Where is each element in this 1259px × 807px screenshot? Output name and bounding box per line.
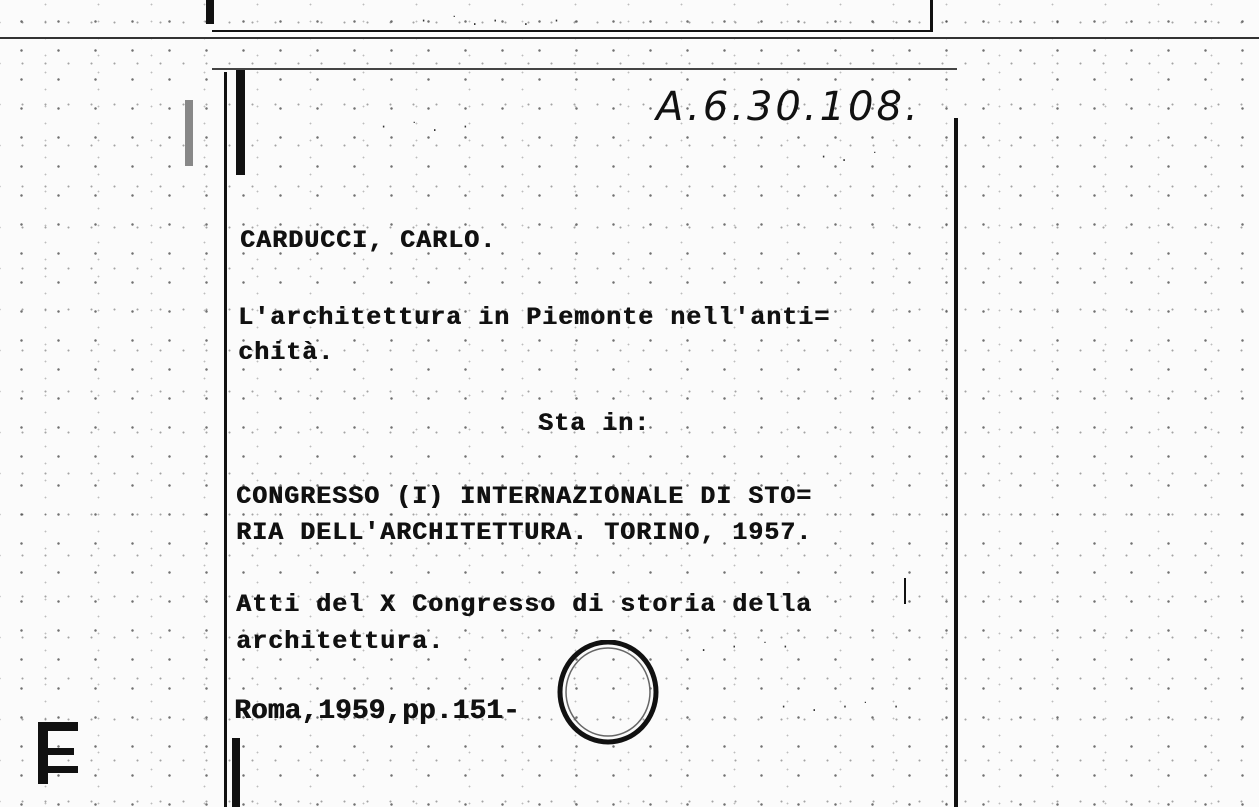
punch-mark [185,100,193,166]
card-right-edge [954,118,958,807]
previous-card-left-edge [206,0,214,24]
scan-noise: · . · ˙ · [780,700,903,714]
side-letter-mark [34,718,84,788]
previous-card-bottom-edge [212,30,932,32]
scan-noise: . · ˙ · [700,640,793,654]
side-letter-top-bar [38,722,78,731]
congress-line-2: RIA DELL'ARCHITETTURA. TORINO, 1957. [236,518,813,547]
proceedings-line-2: architettura. [236,627,445,656]
publication-info: Roma,1959,pp.151- [234,696,520,727]
author-heading: CARDUCCI, CARLO. [240,226,497,255]
work-title-line-1: L'architettura in Piemonte nell'anti= [238,303,831,332]
card-top-edge [212,68,957,70]
card-left-edge [224,72,227,807]
scan-noise: · . ˙ [820,150,882,164]
proceedings-line-1: Atti del X Congresso di storia della [236,590,813,619]
call-number: A.6.30.108. [656,84,921,130]
sta-in-label: Sta in: [538,409,651,438]
side-letter-low-bar [38,766,78,773]
stamp-inner-ring [566,648,650,736]
work-title-line-2: chità. [238,338,335,367]
stamp-outer-ring [560,642,656,742]
scan-border-line [0,37,1259,39]
side-letter-mid-bar [38,748,74,755]
scan-noise: · ˙ . · [380,120,473,134]
card-inner-left-edge-bottom [232,738,240,807]
stamp-circle [556,640,666,750]
scan-noise: · ˙ . · . · [420,14,564,28]
pen-stroke-mark [904,578,906,604]
previous-card-right-edge [930,0,933,32]
congress-line-1: CONGRESSO (I) INTERNAZIONALE DI STO= [236,482,813,511]
card-inner-left-edge [236,70,245,175]
